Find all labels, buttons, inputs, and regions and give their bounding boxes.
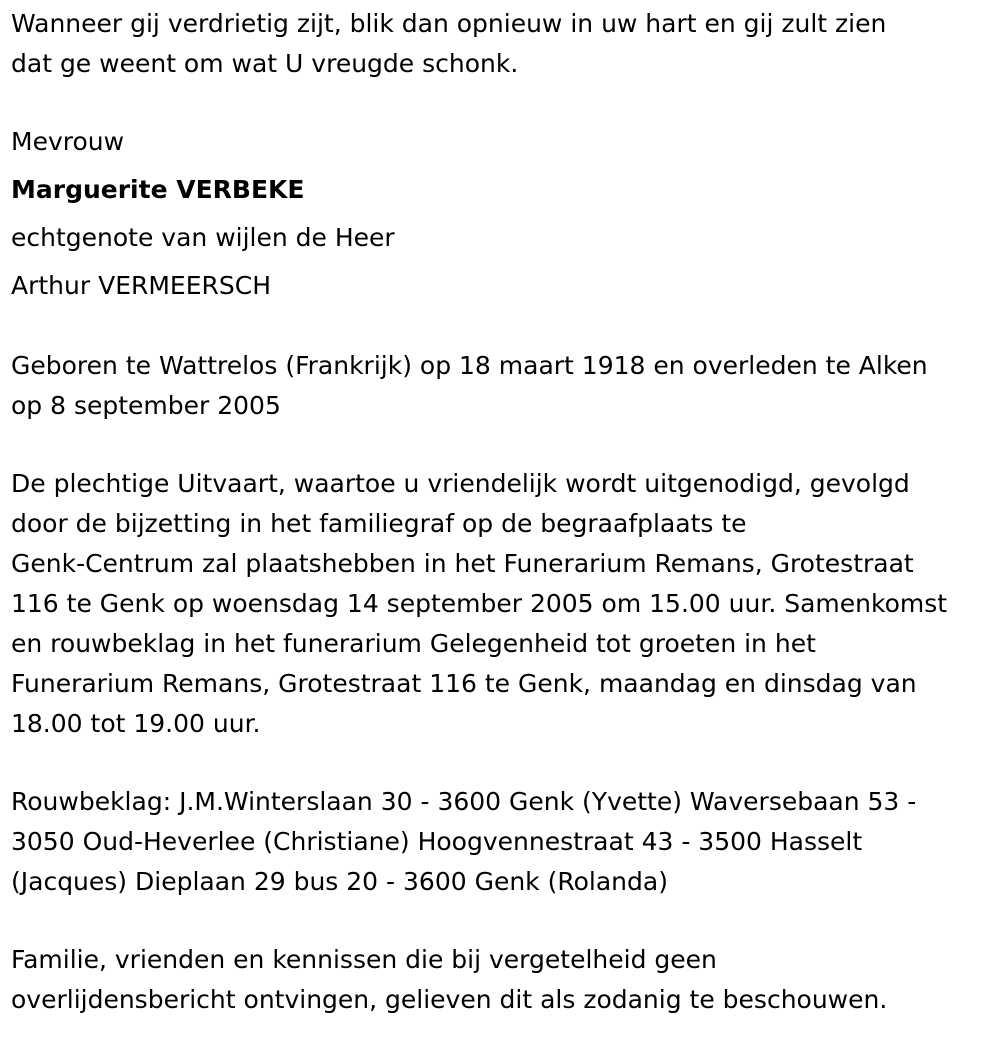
condolence-line: 3050 Oud-Heverlee (Christiane) Hoogvennestraat 43 - 3500 Hasselt: [11, 827, 863, 856]
deceased-title: Mevrouw: [11, 127, 125, 156]
funeral-line: 18.00 tot 19.00 uur.: [11, 709, 261, 738]
funeral-line: Funerarium Remans, Grotestraat 116 te Genk, maandag en dinsdag van: [11, 669, 917, 698]
funeral-line: Genk-Centrum zal plaatshebben in het Funerarium Remans, Grotestraat: [11, 549, 914, 578]
closing-line: Familie, vrienden en kennissen die bij vergetelheid geen: [11, 945, 717, 974]
closing-line: overlijdensbericht ontvingen, gelieven dit als zodanig te beschouwen.: [11, 985, 888, 1014]
funeral-line: 116 te Genk op woensdag 14 september 2005 om 15.00 uur. Samenkomst: [11, 589, 948, 618]
birth-death-block: [11, 346, 991, 426]
deceased-name: Marguerite VERBEKE: [11, 175, 305, 204]
verse-line-2: dat ge weent om wat U vreugde schonk.: [11, 49, 519, 78]
birth-death-line-1: Geboren te Wattrelos (Frankrijk) op 18 maart 1918 en overleden te Alken: [11, 351, 928, 380]
obituary-notice: [11, 4, 991, 1020]
verse: [11, 4, 991, 84]
spacer: [11, 744, 991, 782]
condolence-line: Rouwbeklag: J.M.Winterslaan 30 - 3600 Genk (Yvette) Waversebaan 53 -: [11, 787, 917, 816]
condolence-block: [11, 782, 991, 902]
condolence-line: (Jacques) Dieplaan 29 bus 20 - 3600 Genk (Rolanda): [11, 867, 668, 896]
funeral-line: De plechtige Uitvaart, waartoe u vriendelijk wordt uitgenodigd, gevolgd: [11, 469, 910, 498]
funeral-line: door de bijzetting in het familiegraf op de begraafplaats te: [11, 509, 747, 538]
spacer: [11, 84, 991, 122]
closing-block: [11, 940, 991, 1020]
spacer: [11, 310, 991, 346]
funeral-line: en rouwbeklag in het funerarium Gelegenheid tot groeten in het: [11, 629, 816, 658]
spacer: [11, 902, 991, 940]
birth-death-line-2: op 8 september 2005: [11, 391, 281, 420]
deceased-block: [11, 118, 991, 310]
funeral-block: [11, 464, 991, 744]
deceased-relation: echtgenote van wijlen de Heer: [11, 223, 395, 252]
verse-line-1: Wanneer gij verdrietig zijt, blik dan opnieuw in uw hart en gij zult zien: [11, 9, 887, 38]
deceased-spouse: Arthur VERMEERSCH: [11, 271, 272, 300]
spacer: [11, 426, 991, 464]
